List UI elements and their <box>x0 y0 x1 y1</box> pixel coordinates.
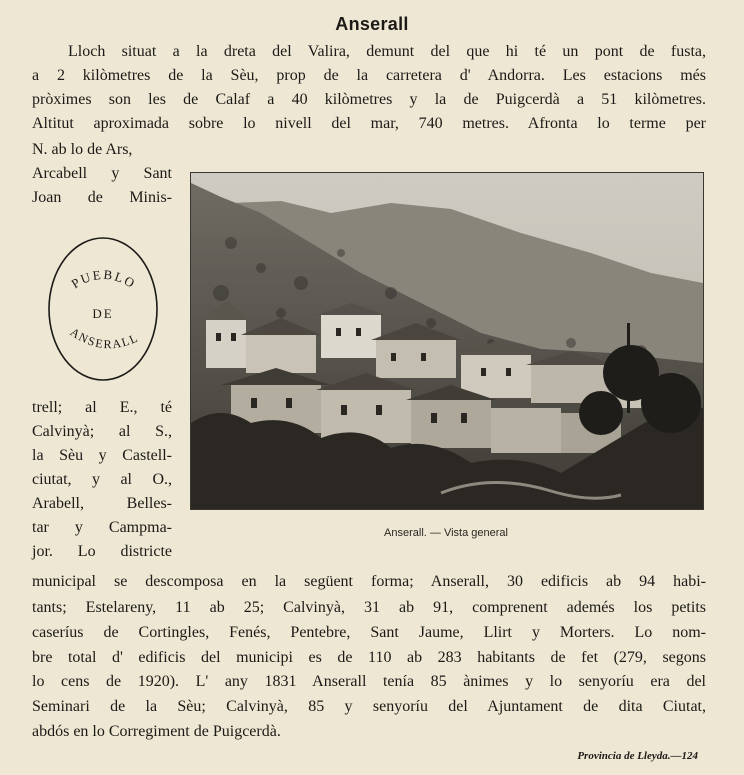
svg-text:ANSERALL <box>68 325 141 351</box>
text-line: lo cens de 1920). L' any 1831 Anserall tenía 85 ànimes y lo senyoríu era del <box>32 673 706 690</box>
svg-text:PUEBLO <box>69 267 139 292</box>
text-line: Altitut aproximada sobre lo nivell del mar, 740 metres. Afronta lo terme per <box>32 115 706 132</box>
village-photograph <box>190 172 704 510</box>
seal-text-middle: DE <box>92 306 114 321</box>
text-line: abdós en lo Corregiment de Puigcerdà. <box>32 723 281 740</box>
photo-caption: Anserall. — Vista general <box>384 527 508 539</box>
text-line: Arcabell y Sant <box>32 165 172 182</box>
text-line: tants; Estelareny, 11 ab 25; Calvinyà, 31 ab 91, comprenent ademés los petits <box>32 599 706 616</box>
seal-text-top: PUEBLO <box>68 266 140 292</box>
text-line: caseríus de Cortingles, Fenés, Pentebre, Sant Jaume, Llirt y Morters. Lo nom- <box>32 624 706 641</box>
text-line: Seminari de la Sèu; Calvinyà, 85 y senyoríu del Ajuntament de dita Ciutat, <box>32 698 706 715</box>
text-line: la Sèu y Castell- <box>32 447 172 464</box>
text-line: bre total d' edificis del municipi es de 110 ab 283 habitants de fet (279, segons <box>32 649 706 666</box>
page-footer: Provincia de Lleyda.—124 <box>577 750 698 762</box>
seal-text-bottom: ANSERALL <box>67 324 141 352</box>
text-line: pròximes son les de Calaf a 40 kilòmetres y la de Puigcerdà a 51 kilòmetres. <box>32 91 706 108</box>
text-line: tar y Campma- <box>32 519 172 536</box>
pueblo-seal-stamp <box>46 234 160 384</box>
text-line: a 2 kilòmetres de la Sèu, prop de la carretera d' Andorra. Les estacions més <box>32 67 706 84</box>
text-line: Joan de Minis- <box>32 189 172 206</box>
text-line: jor. Lo districte <box>32 543 172 560</box>
text-line: N. ab lo de Ars, <box>32 141 133 158</box>
text-line: ciutat, y al O., <box>32 471 172 488</box>
page-title: Anserall <box>335 14 409 34</box>
text-line: trell; al E., té <box>32 399 172 416</box>
text-line: Lloch situat a la dreta del Valira, demunt del que hi té un pont de fusta, <box>68 43 706 60</box>
text-line: Calvinyà; al S., <box>32 423 172 440</box>
text-line: Arabell, Belles- <box>32 495 172 512</box>
text-line: municipal se descomposa en la següent forma; Anserall, 30 edificis ab 94 habi- <box>32 573 706 590</box>
